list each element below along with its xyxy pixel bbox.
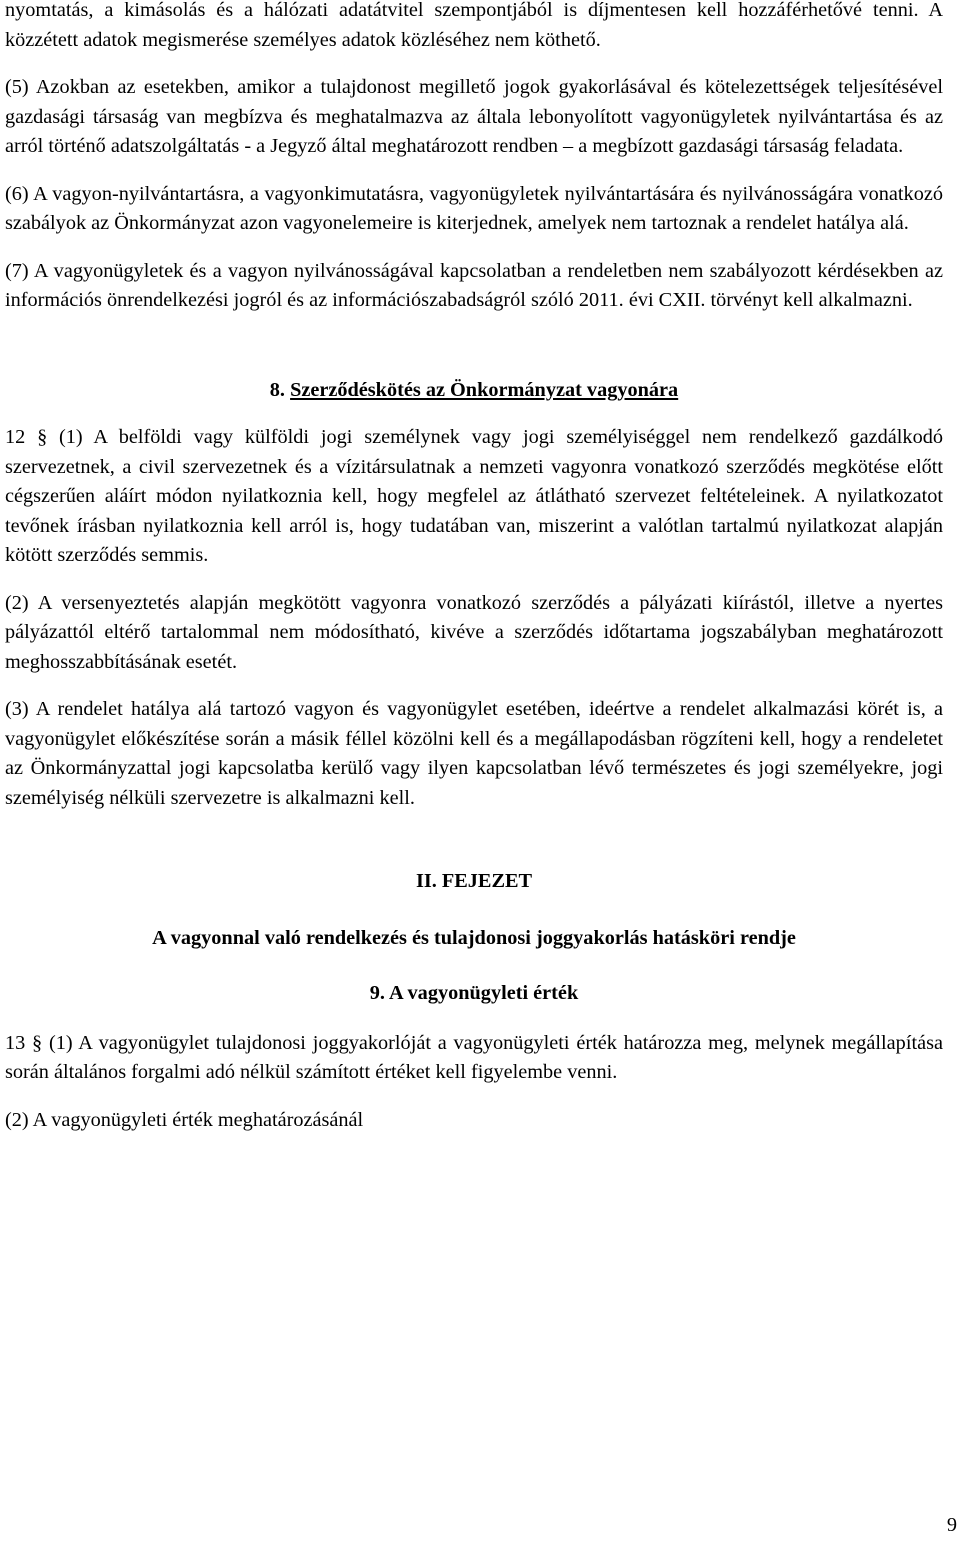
paragraph-12-2: (2) A versenyeztetés alapján megkötött vagyonra vonatkozó szerződés a pályázati kiírástól, illetve a nyertes pályázattól eltérő tartalommal nem módosítható, kivéve a szerződés időtartama jogszabályban meghatározott meghosszabbításának esetét. [5, 591, 943, 673]
paragraph-5: (5) Azokban az esetekben, amikor a tulajdonost megillető jogok gyakorlásával és kötelezettségek teljesítésével gazdasági társaság van megbízva és meghatalmazva az általa lebonyolított vagyonügyletek nyilvántartása és az arról történő adatszolgáltatás - a Jegyző által meghatározott rendben – a megbízott gazdasági társaság feladata. [5, 76, 943, 157]
paragraph-12-1: 12 § (1) A belföldi vagy külföldi jogi személynek vagy jogi személyiséggel nem rendelkező gazdálkodó szervezetnek, a civil szervezetnek és a vízitársulatnak a nemzeti vagyonra vonatkozó szerződés megkötése előtt cégszerűen aláírt módon nyilatkoznia kell, hogy megfelel az átlátható szervezet feltételeinek. A nyilatkozatot tevőnek írásban nyilatkoznia kell arról is, hogy tudatában van, miszerint a valótlan tartalmú nyilatkozat alapján kötött szerződés semmis. [5, 426, 943, 566]
page-number: 9 [946, 1514, 957, 1536]
paragraph-12-3: (3) A rendelet hatálya alá tartozó vagyon és vagyonügylet esetében, ideértve a rendelet alkalmazási körét is, a vagyonügylet előkészítése során a másik féllel közölni kell és a megállapodásban rögzíteni kell, hogy a rendeletet az Önkormányzattal jogi kapcsolatba kerülő vagy ilyen kapcsolatban lévő természetes és jogi személyekre, jogi személyiség nélküli szervezetre is alkalmazni kell. [5, 698, 943, 809]
section-8-number: 8. [269, 378, 285, 401]
paragraph-7: (7) A vagyonügyletek és a vagyon nyilvánosságával kapcsolatban a rendeletben nem szabályozott kérdésekben az információs önrendelkezési jogról és az információszabadságról szóló 2011. évi CXII. törvényt kell alkalmazni. [5, 259, 943, 311]
paragraph-6: (6) A vagyon-nyilvántartásra, a vagyonkimutatásra, vagyonügyletek nyilvántartására és nyilvánosságára vonatkozó szabályok az Önkormányzat azon vagyonelemeire is kiterjednek, amelyek nem tartoznak a rendelet hatálya alá. [5, 182, 943, 234]
chapter-title: II. FEJEZET [415, 870, 533, 892]
section-8-title: Szerződéskötés az Önkormányzat vagyonára [290, 378, 679, 401]
paragraph-13-2: (2) A vagyonügyleti érték meghatározásánál [5, 1108, 364, 1131]
document-page [5, 0, 943, 1135]
section-9-heading: 9. A vagyonügyleti érték [369, 982, 579, 1004]
paragraph-13-1: 13 § (1) A vagyonügylet tulajdonosi joggyakorlóját a vagyonügyleti érték határozza meg, melynek megállapítása során általános forgalmi adó nélkül számított értéket kell figyelembe venni. [5, 1031, 943, 1083]
paragraph-continued: nyomtatás, a kimásolás és a hálózati adatátvitel szempontjából is díjmentesen kell hozzáférhetővé tenni. A közzétett adatok megismerése személyes adatok közléséhez nem köthető. [5, 0, 943, 51]
section-8-heading [5, 376, 943, 406]
chapter-subtitle: A vagyonnal való rendelkezés és tulajdonosi joggyakorlás hatásköri rendje [152, 926, 796, 949]
